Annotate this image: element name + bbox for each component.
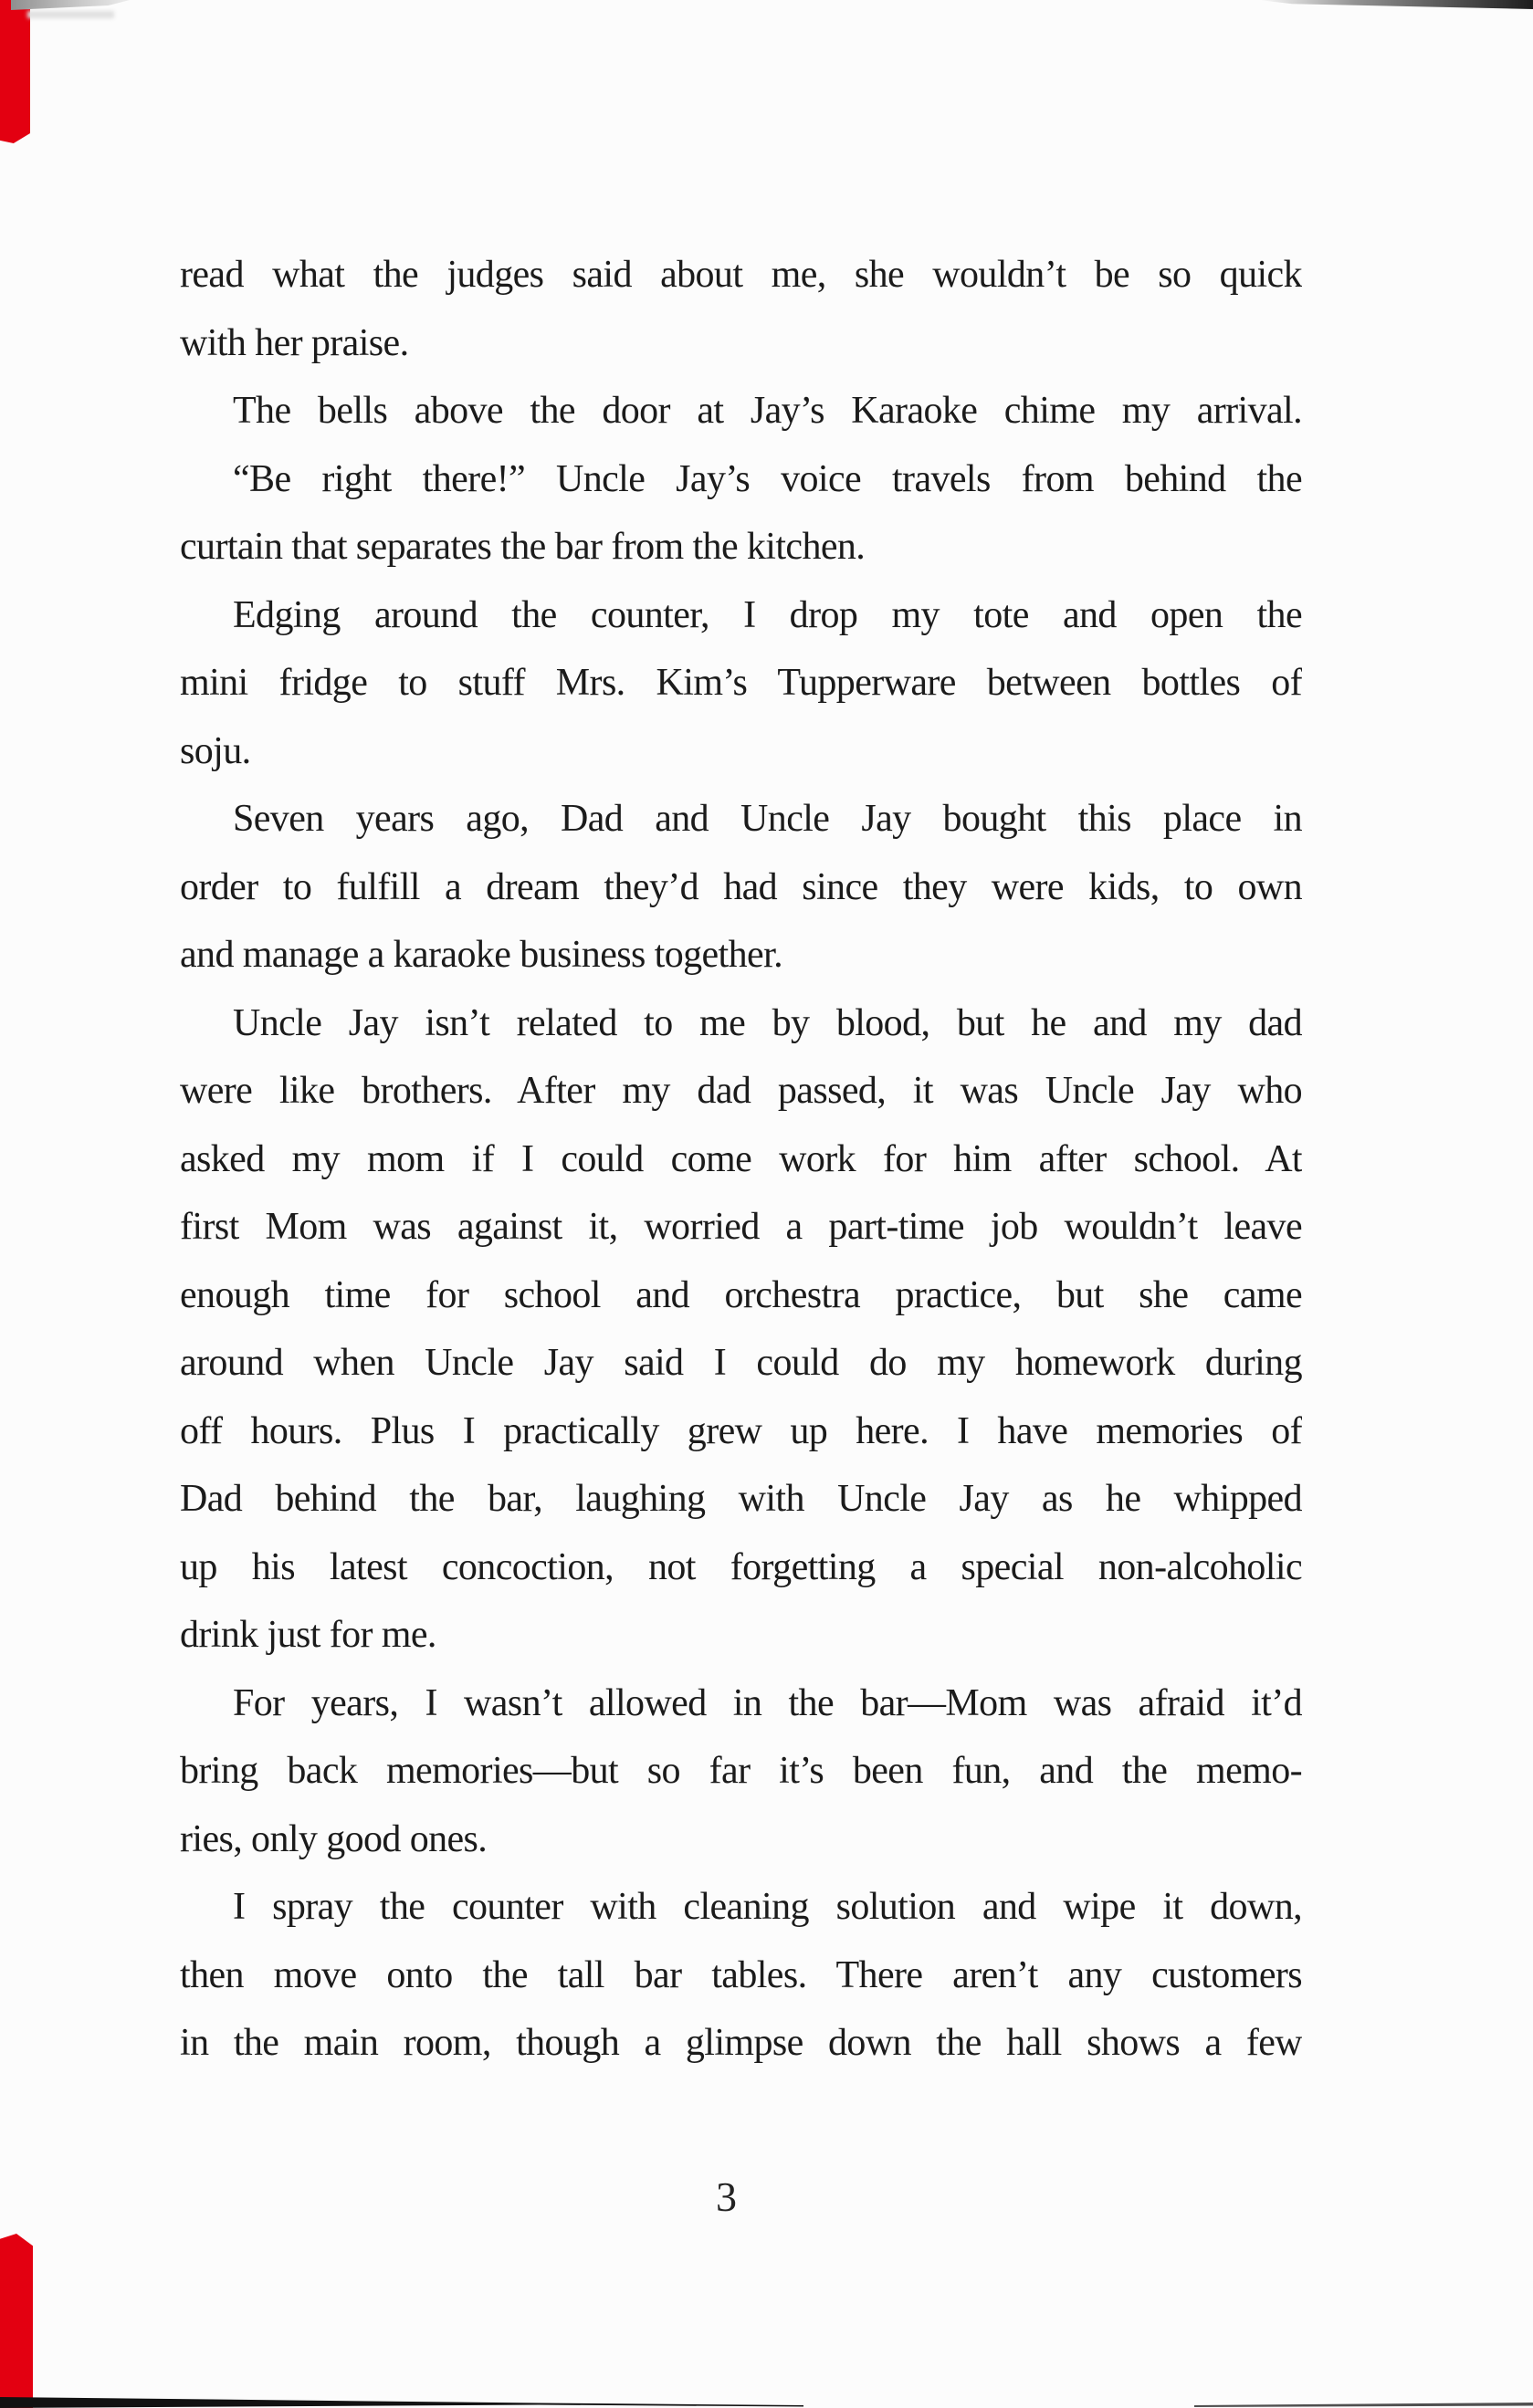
text-line: curtain that separates the bar from the kitchen. [180,526,866,568]
bottom-line-right-segment [1194,2403,1533,2407]
scan-streak-top-right [1259,0,1533,9]
red-spine-edge-top [0,0,30,143]
text-line: drink just for me. [180,1614,436,1656]
text-line: first Mom was against it, worried a part-time job wouldn’t leave [180,1206,1302,1248]
text-line: with her praise. [180,321,409,364]
text-line: enough time for school and orchestra practice, but she came [180,1273,1302,1316]
scan-smudge-top-left-faint [27,11,114,18]
text-line: Seven years ago, Dad and Uncle Jay bought this place in [233,798,1302,840]
text-line: The bells above the door at Jay’s Karaoke chime my arrival. [233,390,1302,432]
text-line: then move onto the tall bar tables. There aren’t any customers [180,1953,1302,1996]
text-line: soju. [180,729,251,772]
scan-line-bottom-edge [0,2390,1533,2408]
scan-smudge-top-left [11,0,130,10]
text-line: order to fulfill a dream they’d had since they were kids, to own [180,865,1302,908]
text-line: ries, only good ones. [180,1817,488,1860]
text-line: were like brothers. After my dad passed, it was Uncle Jay who [180,1070,1302,1112]
text-line: asked my mom if I could come work for him after school. At [180,1137,1302,1180]
bottom-line-left-wedge [0,2397,803,2408]
text-line: mini fridge to stuff Mrs. Kim’s Tupperware between bottles of [180,662,1302,704]
text-line: in the main room, though a glimpse down the hall shows a few [180,2022,1302,2064]
text-line: I spray the counter with cleaning solution and wipe it down, [233,1886,1302,1928]
text-line: “Be right there!” Uncle Jay’s voice travels from behind the [233,457,1302,500]
text-line: Uncle Jay isn’t related to me by blood, but he and my dad [233,1001,1302,1044]
text-line: bring back memories—but so far it’s been fun, and the memo- [180,1750,1302,1792]
text-line: up his latest concoction, not forgetting a special non-alcoholic [180,1545,1302,1588]
page-text-block [180,241,1302,2078]
text-line: off hours. Plus I practically grew up here. I have memories of [180,1409,1302,1452]
text-line: Dad behind the bar, laughing with Uncle Jay as he whipped [180,1478,1302,1520]
red-spine-edge-bottom [0,2234,33,2408]
text-line: Edging around the counter, I drop my tote and open the [233,593,1302,636]
text-line: For years, I wasn’t allowed in the bar—Mom was afraid it’d [233,1681,1302,1724]
page-number: 3 [716,2173,737,2220]
text-line: read what the judges said about me, she wouldn’t be so quick [180,254,1302,296]
text-line: around when Uncle Jay said I could do my homework during [180,1342,1302,1384]
text-line: and manage a karaoke business together. [180,934,783,976]
